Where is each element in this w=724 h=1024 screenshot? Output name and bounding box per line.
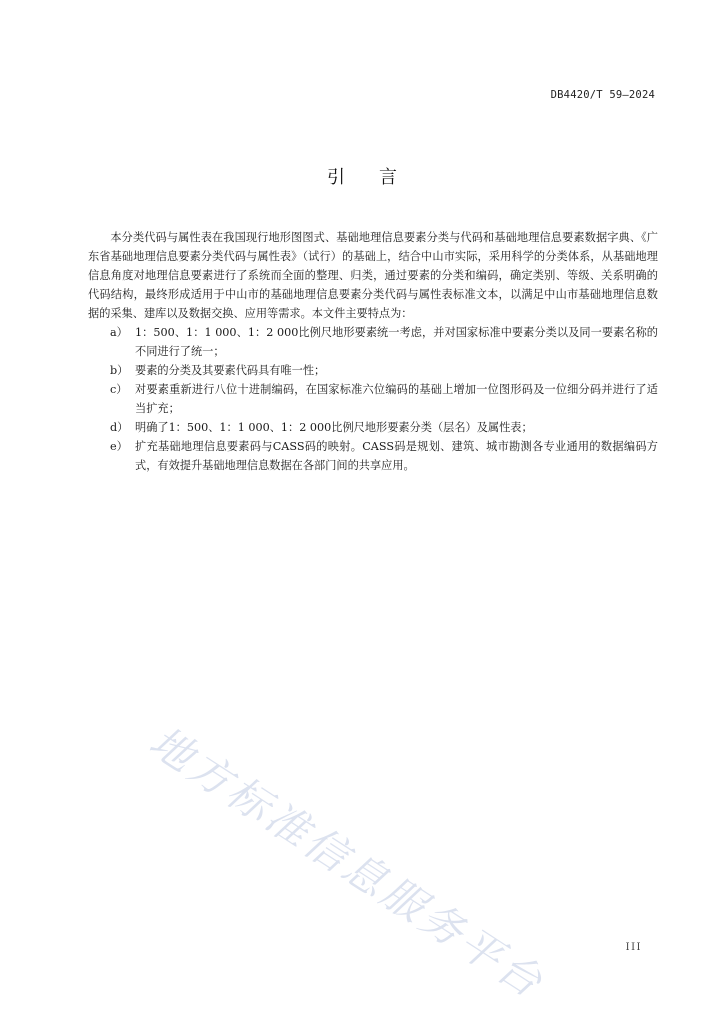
list-item-text: 对要素重新进行八位十进制编码，在国家标准六位编码的基础上增加一位图形码及一位细分码并进行了适当扩充； xyxy=(135,383,658,415)
document-body xyxy=(88,228,658,475)
list-item-text: 要素的分类及其要素代码具有唯一性； xyxy=(135,364,326,377)
list-marker: c） xyxy=(110,383,128,396)
list-item xyxy=(88,323,658,361)
list-item xyxy=(88,361,658,380)
document-code: DB4420/T 59—2024 xyxy=(550,89,655,101)
list-marker: d） xyxy=(110,421,129,434)
list-item-text: 扩充基础地理信息要素码与CASS码的映射。CASS码是规划、建筑、城市勘测各专业通用的数据编码方式，有效提升基础地理信息数据在各部门间的共享应用。 xyxy=(135,440,658,472)
list-item-text: 1：500、1：1 000、1：2 000比例尺地形要素统一考虑，并对国家标准中要素分类以及同一要素名称的不同进行了统一； xyxy=(135,326,658,358)
list-item-text: 明确了1：500、1：1 000、1：2 000比例尺地形要素分类（层名）及属性表； xyxy=(135,421,533,434)
feature-list xyxy=(88,323,658,475)
page-number: III xyxy=(625,942,642,953)
intro-paragraph: 本分类代码与属性表在我国现行地形图图式、基础地理信息要素分类与代码和基础地理信息要素数据字典、《广东省基础地理信息要素分类代码与属性表》（试行）的基础上，结合中山市实际，采用科学的分类体系，从基础地理信息角度对地理信息要素进行了系统而全面的整理、归类，通过要素的分类和编码，确定类别、等级、关系明确的代码结构，最终形成适用于中山市的基础地理信息要素分类代码与属性表标准文本，以满足中山市基础地理信息数据的采集、建库以及数据交换、应用等需求。本文件主要特点为： xyxy=(88,231,658,320)
list-item xyxy=(88,380,658,418)
list-marker: b） xyxy=(110,364,129,377)
list-marker: e） xyxy=(110,440,128,453)
list-marker: a） xyxy=(110,326,128,339)
list-item xyxy=(88,418,658,437)
list-item xyxy=(88,437,658,475)
watermark: 地方标准信息服务平台 xyxy=(140,716,554,1009)
page-title: 引言 xyxy=(327,167,431,188)
